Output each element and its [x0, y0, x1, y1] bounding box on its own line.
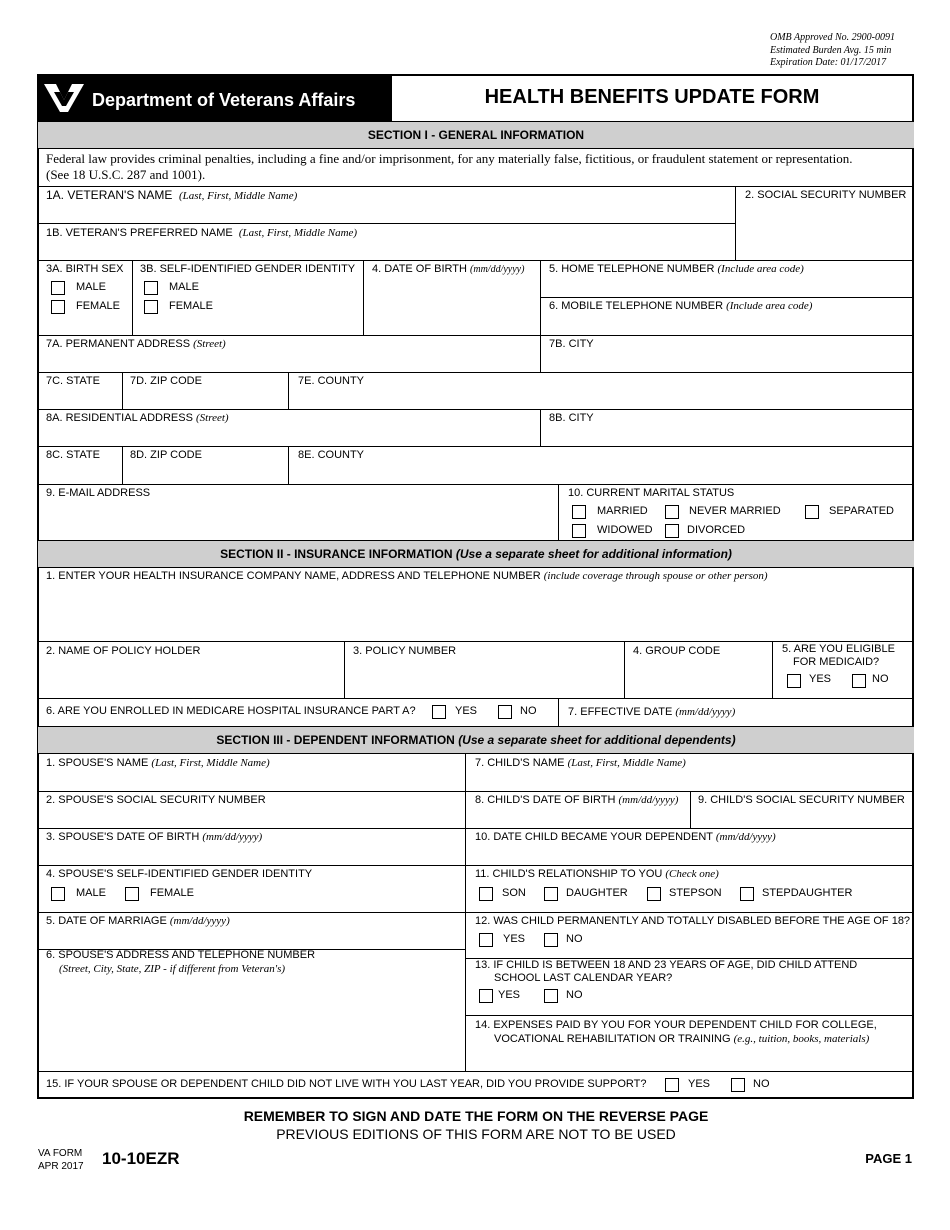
stepson-label: STEPSON	[669, 887, 722, 899]
spouse-gender-label: 4. SPOUSE'S SELF-IDENTIFIED GENDER IDENTITY	[46, 868, 313, 880]
effective-date-hint: (mm/dd/yyyy)	[675, 706, 736, 718]
veteran-name-label	[46, 189, 297, 203]
child-dependent-date-field[interactable]	[467, 845, 912, 864]
spouse-male-checkbox[interactable]	[51, 887, 65, 901]
marriage-date-hint: (mm/dd/yyyy)	[169, 915, 230, 927]
section-3-hint: (Use a separate sheet for additional dependents)	[458, 733, 736, 747]
child-expenses-text: VOCATIONAL REHABILITATION OR TRAINING	[494, 1033, 731, 1045]
section-3-title: SECTION III - DEPENDENT INFORMATION	[216, 733, 455, 747]
child-name-label	[475, 757, 686, 770]
effective-date-field[interactable]	[745, 700, 912, 724]
birth-sex-male-label: MALE	[76, 281, 106, 293]
spouse-address-hint: (Street, City, State, ZIP - if different from Veteran's)	[59, 963, 286, 975]
permanent-zip-field[interactable]	[124, 389, 286, 408]
residential-state-label: 8C. STATE	[46, 449, 100, 461]
support-no-label: NO	[753, 1078, 770, 1090]
penalty-notice: Federal law provides criminal penalties, including a fine and/or imprisonment, for any materially false, fictitious, or fraudulent statement or representation. (See 18 U.S.C. 287 and 1001).	[46, 151, 853, 182]
marital-status-label: 10. CURRENT MARITAL STATUS	[568, 487, 735, 499]
permanent-city-field[interactable]	[542, 352, 912, 371]
dob-field[interactable]	[365, 278, 538, 333]
support-no-checkbox[interactable]	[731, 1078, 745, 1092]
sign-reminder: REMEMBER TO SIGN AND DATE THE FORM ON THE REVERSE PAGE	[243, 1108, 709, 1124]
section-2-header	[38, 540, 914, 568]
medicare-no-checkbox[interactable]	[498, 705, 512, 719]
veteran-name-field[interactable]	[40, 202, 733, 222]
permanent-address-hint: (Street)	[193, 338, 226, 350]
daughter-label: DAUGHTER	[566, 887, 628, 899]
medicare-label: 6. ARE YOU ENROLLED IN MEDICARE HOSPITAL INSURANCE PART A?	[46, 705, 416, 717]
stepdaughter-checkbox[interactable]	[740, 887, 754, 901]
preferred-name-text: 1B. VETERAN'S PREFERRED NAME	[46, 227, 233, 239]
school-yes-checkbox[interactable]	[479, 989, 493, 1003]
effective-date-label	[568, 706, 735, 719]
permanent-address-text: 7A. PERMANENT ADDRESS	[46, 338, 191, 350]
son-label: SON	[502, 887, 526, 899]
dob-label	[372, 263, 524, 276]
email-field[interactable]	[40, 501, 556, 539]
spouse-female-checkbox[interactable]	[125, 887, 139, 901]
permanent-city-label: 7B. CITY	[549, 338, 594, 350]
son-checkbox[interactable]	[479, 887, 493, 901]
permanent-address-label	[46, 338, 226, 351]
va-logo-icon	[42, 80, 86, 116]
spouse-name-field[interactable]	[40, 771, 463, 790]
widowed-label: WIDOWED	[597, 524, 653, 536]
residential-city-label: 8B. CITY	[549, 412, 594, 424]
preferred-name-hint: (Last, First, Middle Name)	[238, 227, 358, 239]
residential-city-field[interactable]	[542, 426, 912, 445]
child-expenses-label-2	[494, 1033, 869, 1046]
residential-address-hint: (Street)	[195, 412, 229, 424]
preferred-name-label	[46, 227, 357, 240]
permanent-address-field[interactable]	[40, 352, 538, 371]
omb-block	[770, 32, 895, 70]
gender-identity-label: 3B. SELF-IDENTIFIED GENDER IDENTITY	[140, 263, 356, 275]
separated-label: SEPARATED	[829, 505, 894, 517]
spouse-name-label	[46, 757, 270, 770]
ssn-field[interactable]	[737, 204, 912, 258]
permanent-county-field[interactable]	[290, 389, 912, 408]
separated-checkbox[interactable]	[805, 505, 819, 519]
marriage-date-field[interactable]	[40, 929, 463, 948]
medicaid-no-checkbox[interactable]	[852, 674, 866, 688]
disabled-yes-label: YES	[503, 933, 526, 945]
home-phone-label	[549, 263, 804, 276]
mobile-phone-hint: (Include area code)	[726, 300, 813, 312]
medicaid-label-1: 5. ARE YOU ELIGIBLE	[782, 643, 895, 655]
support-yes-label: YES	[688, 1078, 711, 1090]
home-phone-field[interactable]	[542, 278, 912, 296]
veteran-name-text: 1A. VETERAN'S NAME	[46, 188, 173, 202]
email-label: 9. E-MAIL ADDRESS	[46, 487, 151, 499]
child-dob-label	[475, 794, 678, 807]
residential-address-label	[46, 412, 229, 425]
married-label: MARRIED	[597, 505, 648, 517]
school-yes-label: YES	[498, 989, 521, 1001]
spouse-ssn-field[interactable]	[40, 808, 463, 827]
disabled-no-checkbox[interactable]	[544, 933, 558, 947]
mobile-phone-field[interactable]	[542, 314, 912, 334]
mobile-phone-text: 6. MOBILE TELEPHONE NUMBER	[549, 300, 724, 312]
school-no-label: NO	[566, 989, 583, 1001]
section-3-header	[38, 726, 914, 754]
divorced-label: DIVORCED	[687, 524, 746, 536]
child-disabled-label: 12. WAS CHILD PERMANENTLY AND TOTALLY DISABLED BEFORE THE AGE OF 18?	[475, 915, 911, 927]
section-2-title: SECTION II - INSURANCE INFORMATION	[220, 547, 453, 561]
gender-male-checkbox[interactable]	[144, 281, 158, 295]
disabled-yes-checkbox[interactable]	[479, 933, 493, 947]
dob-hint: (mm/dd/yyyy)	[470, 264, 525, 275]
policy-holder-field[interactable]	[40, 660, 342, 696]
form-number: 10-10EZR	[102, 1149, 180, 1168]
permanent-zip-label: 7D. ZIP CODE	[130, 375, 202, 387]
widowed-checkbox[interactable]	[572, 524, 586, 538]
policy-number-field[interactable]	[346, 660, 622, 696]
never-married-checkbox[interactable]	[665, 505, 679, 519]
child-dob-field[interactable]	[467, 808, 688, 827]
married-checkbox[interactable]	[572, 505, 586, 519]
section-2-hint: (Use a separate sheet for additional information)	[455, 547, 732, 561]
section-1-header	[38, 121, 914, 149]
birth-sex-female-checkbox[interactable]	[51, 300, 65, 314]
residential-address-text: 8A. RESIDENTIAL ADDRESS	[46, 412, 193, 424]
gender-female-label: FEMALE	[169, 300, 214, 312]
permanent-county-label: 7E. COUNTY	[298, 375, 365, 387]
child-expenses-hint: (e.g., tuition, books, materials)	[733, 1033, 870, 1045]
spouse-ssn-label: 2. SPOUSE'S SOCIAL SECURITY NUMBER	[46, 794, 266, 806]
spouse-dob-field[interactable]	[40, 845, 463, 864]
child-relationship-label	[475, 868, 719, 881]
spouse-male-label: MALE	[76, 887, 106, 899]
group-code-field[interactable]	[626, 660, 770, 696]
policy-number-label: 3. POLICY NUMBER	[353, 645, 457, 657]
birth-sex-label: 3A. BIRTH SEX	[46, 263, 124, 275]
child-expenses-label-1: 14. EXPENSES PAID BY YOU FOR YOUR DEPENDENT CHILD FOR COLLEGE,	[475, 1019, 877, 1031]
gender-female-checkbox[interactable]	[144, 300, 158, 314]
school-attendance-label-2: SCHOOL LAST CALENDAR YEAR?	[494, 972, 673, 984]
child-dob-text: 8. CHILD'S DATE OF BIRTH	[475, 794, 616, 806]
mobile-phone-label	[549, 300, 812, 313]
child-dependent-date-hint: (mm/dd/yyyy)	[715, 831, 776, 843]
spouse-address-label: 6. SPOUSE'S ADDRESS AND TELEPHONE NUMBER	[46, 949, 316, 961]
medicare-yes-label: YES	[455, 705, 478, 717]
spouse-dob-hint: (mm/dd/yyyy)	[202, 831, 263, 843]
permanent-state-label: 7C. STATE	[46, 375, 100, 387]
policy-holder-label: 2. NAME OF POLICY HOLDER	[46, 645, 201, 657]
residential-county-label: 8E. COUNTY	[298, 449, 365, 461]
veteran-name-hint: (Last, First, Middle Name)	[179, 190, 298, 202]
stepdaughter-label: STEPDAUGHTER	[762, 887, 853, 899]
marriage-date-text: 5. DATE OF MARRIAGE	[46, 915, 167, 927]
child-name-field[interactable]	[467, 771, 912, 790]
support-yes-checkbox[interactable]	[665, 1078, 679, 1092]
home-phone-hint: (Include area code)	[717, 263, 804, 275]
residential-zip-label: 8D. ZIP CODE	[130, 449, 202, 461]
insurance-company-field[interactable]	[40, 585, 912, 639]
medicare-no-label: NO	[520, 705, 537, 717]
permanent-state-field[interactable]	[40, 389, 120, 408]
stepson-checkbox[interactable]	[647, 887, 661, 901]
child-name-hint: (Last, First, Middle Name)	[567, 757, 686, 769]
birth-sex-male-checkbox[interactable]	[51, 281, 65, 295]
spouse-dob-text: 3. SPOUSE'S DATE OF BIRTH	[46, 831, 200, 843]
previous-editions-note: PREVIOUS EDITIONS OF THIS FORM ARE NOT TO BE USED	[276, 1126, 676, 1142]
form-date: APR 2017	[38, 1161, 84, 1172]
daughter-checkbox[interactable]	[544, 887, 558, 901]
medicaid-no-label: NO	[872, 673, 889, 685]
residential-county-field[interactable]	[290, 463, 912, 483]
section-1-title: SECTION I - GENERAL INFORMATION	[367, 128, 585, 142]
school-attendance-label-1: 13. IF CHILD IS BETWEEN 18 AND 23 YEARS OF AGE, DID CHILD ATTEND	[475, 959, 858, 971]
residential-state-field[interactable]	[40, 463, 120, 483]
child-dependent-date-text: 10. DATE CHILD BECAME YOUR DEPENDENT	[475, 831, 713, 843]
group-code-label: 4. GROUP CODE	[633, 645, 721, 657]
child-ssn-label: 9. CHILD'S SOCIAL SECURITY NUMBER	[698, 794, 905, 806]
insurance-company-label	[46, 570, 768, 583]
omb-burden: Estimated Burden Avg. 15 min	[770, 44, 892, 56]
form-title: HEALTH BENEFITS UPDATE FORM	[484, 86, 820, 108]
insurance-company-text: 1. ENTER YOUR HEALTH INSURANCE COMPANY NAME, ADDRESS AND TELEPHONE NUMBER	[46, 570, 541, 582]
never-married-label: NEVER MARRIED	[689, 505, 781, 517]
preferred-name-field[interactable]	[40, 240, 733, 259]
marriage-date-label	[46, 915, 230, 928]
residential-zip-field[interactable]	[124, 463, 286, 483]
omb-approved: OMB Approved No. 2900-0091	[770, 32, 895, 43]
child-relationship-hint: (Check one)	[665, 868, 719, 880]
residential-address-field[interactable]	[40, 426, 538, 445]
insurance-company-hint: (include coverage through spouse or other person)	[543, 570, 768, 582]
gender-male-label: MALE	[169, 281, 199, 293]
spouse-address-field[interactable]	[40, 978, 463, 1069]
child-dependent-date-label	[475, 831, 776, 844]
va-form-label: VA FORM	[38, 1148, 83, 1159]
page-number: PAGE 1	[865, 1151, 912, 1166]
disabled-no-label: NO	[566, 933, 583, 945]
medicaid-yes-checkbox[interactable]	[787, 674, 801, 688]
child-dob-hint: (mm/dd/yyyy)	[618, 794, 679, 806]
spouse-name-hint: (Last, First, Middle Name)	[151, 757, 270, 769]
child-relationship-text: 11. CHILD'S RELATIONSHIP TO YOU	[475, 868, 663, 880]
medicare-yes-checkbox[interactable]	[432, 705, 446, 719]
birth-sex-female-label: FEMALE	[76, 300, 121, 312]
agency-name: Department of Veterans Affairs	[92, 90, 356, 110]
support-label: 15. IF YOUR SPOUSE OR DEPENDENT CHILD DID NOT LIVE WITH YOU LAST YEAR, DID YOU PROVIDE SUPPORT?	[46, 1078, 647, 1090]
spouse-female-label: FEMALE	[150, 887, 195, 899]
home-phone-text: 5. HOME TELEPHONE NUMBER	[549, 263, 715, 275]
omb-expiration: Expiration Date: 01/17/2017	[770, 57, 887, 68]
medicaid-label-2: FOR MEDICAID?	[793, 656, 880, 668]
effective-date-text: 7. EFFECTIVE DATE	[568, 706, 673, 718]
child-ssn-field[interactable]	[692, 808, 912, 827]
child-expenses-field[interactable]	[467, 1048, 912, 1070]
school-no-checkbox[interactable]	[544, 989, 558, 1003]
ssn-label: 2. SOCIAL SECURITY NUMBER	[745, 189, 907, 201]
divorced-checkbox[interactable]	[665, 524, 679, 538]
child-name-text: 7. CHILD'S NAME	[475, 757, 565, 769]
spouse-dob-label	[46, 831, 262, 844]
medicaid-yes-label: YES	[809, 673, 832, 685]
dob-text: 4. DATE OF BIRTH	[372, 263, 467, 275]
spouse-name-text: 1. SPOUSE'S NAME	[46, 757, 149, 769]
